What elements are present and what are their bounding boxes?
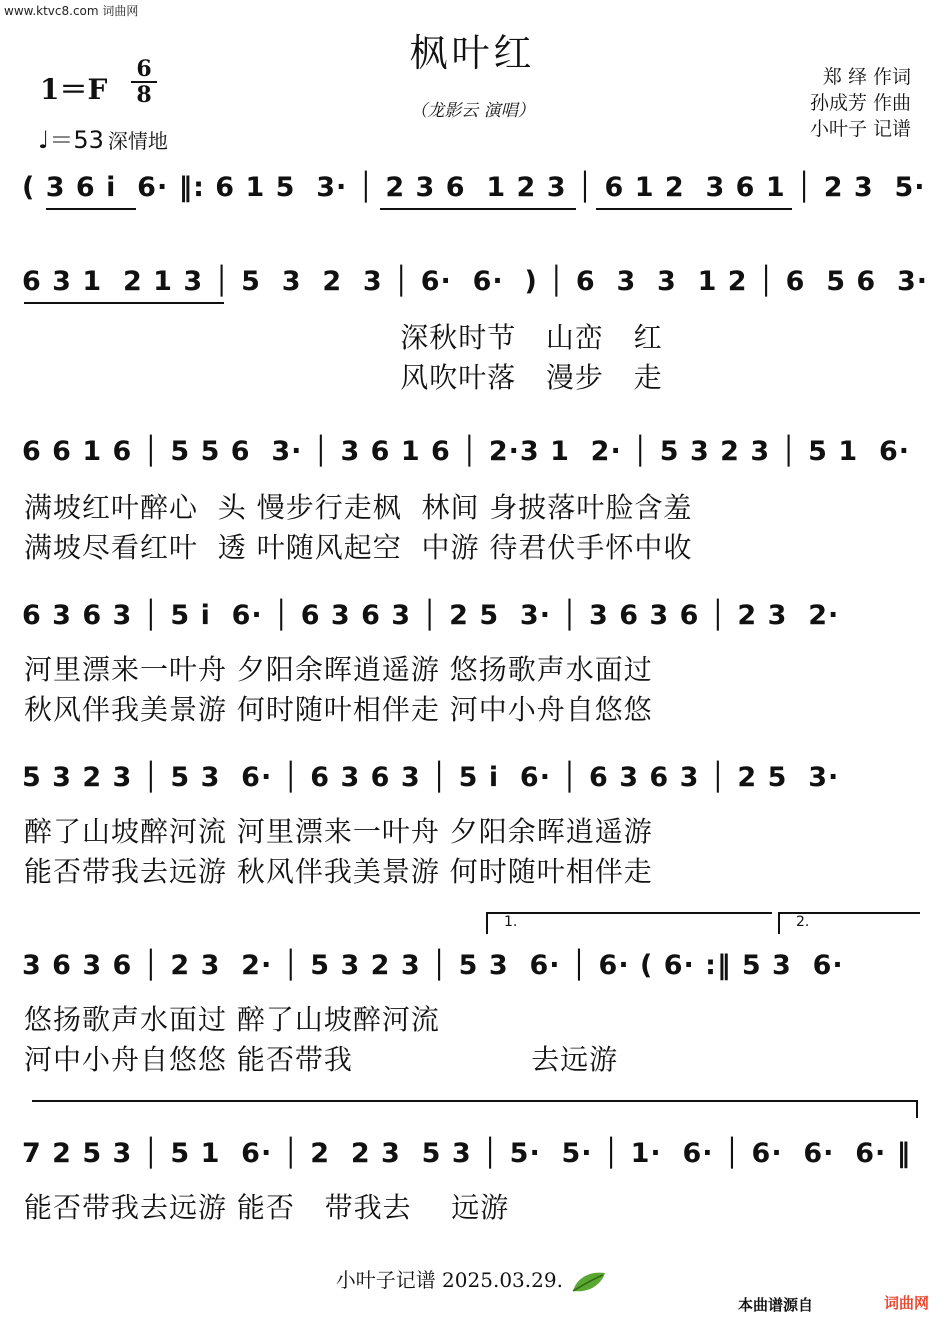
credits [810,64,911,142]
volta-bracket [486,912,772,914]
beam [46,208,136,210]
volta-bracket [32,1100,918,1102]
song-title: 枫叶红 [409,31,536,75]
lyric-line: 满坡红叶醉心 头 慢步行走枫 林间 身披落叶脸含羞 [24,491,693,524]
score-system-7: 7 2 5 3 │ 5 1 6· │ 2 2 3 5 3 │ 5· 5· │ 1· 6· │ 6· 6· 6· ‖ [22,1138,912,1169]
lyric-line: 秋风伴我美景游 何时随叶相伴走 河中小舟自悠悠 [24,693,653,726]
beam [380,208,576,210]
beam [24,302,224,304]
lyric-line: 河中小舟自悠悠 能否带我 去远游 [24,1043,619,1076]
time-sig-bottom: 8 [136,82,152,108]
lyric-line: 风吹叶落 漫步 走 [24,361,663,394]
time-sig-top: 6 [136,56,152,82]
volta-bracket-start [778,912,780,934]
score-system-4: 6 3 6 3 │ 5 i 6· │ 6 3 6 3 │ 2 5 3· │ 3 6 3 6 │ 2 3 2· [22,600,840,631]
lyric-line: 满坡尽看红叶 透 叶随风起空 中游 待君伏手怀中收 [24,531,693,564]
score-system-6: 3 6 3 6 │ 2 3 2· │ 5 3 2 3 │ 5 3 6· │ 6· ( 6· :‖ 5 3 6· [22,950,844,981]
score-system-2: 6 3 1 2 1 3 │ 5 3 2 3 │ 6· 6· ) │ 6 3 3 1 2 │ 6 5 6 3· [22,266,929,297]
lyric-line: 悠扬歌声水面过 醉了山坡醉河流 [24,1003,440,1036]
beam [596,208,792,210]
lyric-line: 河里漂来一叶舟 夕阳余晖逍遥游 悠扬歌声水面过 [24,653,653,686]
site-watermark: www.ktvc8.com 词曲网 [4,4,139,18]
time-signature [130,58,158,106]
transcriber-footer [0,1264,945,1295]
tempo-marking [38,120,168,155]
performer: （龙影云 演唱） [410,101,535,121]
lyricist: 郑 绎 作词 [822,66,911,88]
volta-bracket-end [916,1100,918,1118]
key-signature: 1＝F [40,73,108,106]
tempo-mark: ♩＝53 [38,126,104,154]
expression-mark: 深情地 [107,129,168,153]
composer: 孙成芳 作曲 [809,92,911,114]
score-system-5: 5 3 2 3 │ 5 3 6· │ 6 3 6 3 │ 5 i 6· │ 6 3 6 3 │ 2 5 3· [22,762,840,793]
lyric-line: 能否带我去远游 能否 带我去 远游 [24,1191,510,1224]
lyric-line: 深秋时节 山峦 红 [24,321,663,354]
transcriber: 小叶子 记谱 [809,118,911,140]
volta-2: 2. [796,914,810,930]
brand-logo: 词曲网 [884,1294,930,1312]
lyric-line: 能否带我去远游 秋风伴我美景游 何时随叶相伴走 [24,855,653,888]
volta-bracket-start [486,912,488,934]
leaf-icon [569,1269,609,1295]
volta-1: 1. [504,914,518,930]
score-system-3: 6 6 1 6 │ 5 5 6 3· │ 3 6 1 6 │ 2·3 1 2· │ 5 3 2 3 │ 5 1 6· [22,436,910,467]
score-system-1: ( 3 6 i 6· ‖: 6 1 5 3· │ 2 3 6 1 2 3 │ 6 1 2 3 6 1 │ 2 3 5· [22,172,926,203]
lyric-line: 醉了山坡醉河流 河里漂来一叶舟 夕阳余晖逍遥游 [24,815,653,848]
footer-text: 小叶子记谱 2025.03.29. [335,1268,563,1292]
source-label: 本曲谱源自 [738,1296,814,1314]
